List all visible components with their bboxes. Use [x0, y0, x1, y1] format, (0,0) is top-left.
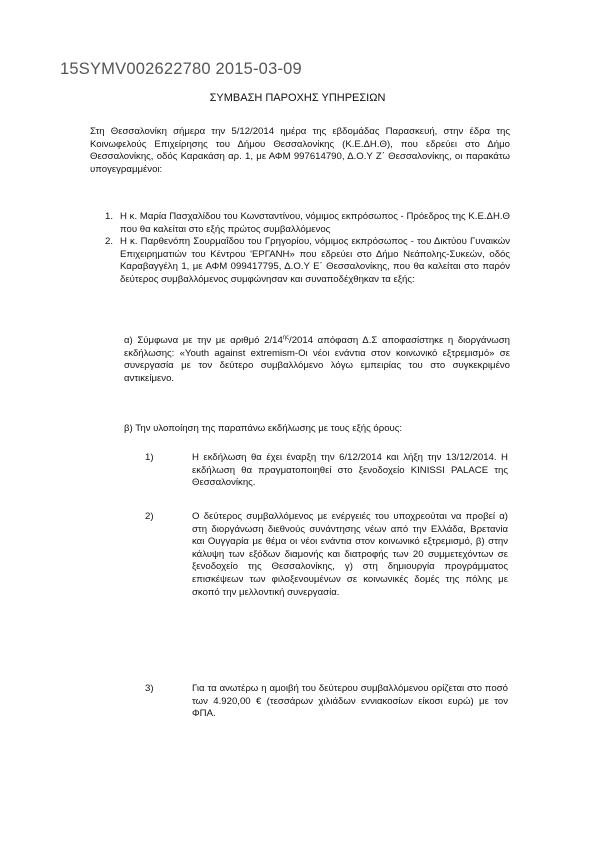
- clause-a-sup: ης: [282, 334, 290, 341]
- term-number: 3): [145, 683, 154, 694]
- clause-b: β) Την υλοποίηση της παραπάνω εκδήλωσης με τους εξής όρους:: [124, 423, 403, 434]
- term-number: 1): [145, 452, 154, 463]
- party-text: Η κ. Παρθενόπη Σουρμαΐδου του Γρηγορίου, νόμιμος εκπρόσωπος - του Δικτύου Γυναικών Επιχειρηματιών του Κέντρου 'ΕΡΓΑΝΗ» που εδρεύει στο Δήμο Νεάπολης-Συκεών, οδός Καραβαγγέλη 1, με ΑΦΜ 099417795, Δ.Ο.Υ Ε΄ Θεσσαλονίκης, που θα καλείται στο παρόν δεύτερος συμβαλλόμενος συμφώνησαν και συναποδέχθηκαν τα εξής:: [120, 236, 510, 285]
- clause-a-post: /2014 απόφαση Δ.Σ αποφασίστηκε η διοργάνωση εκδήλωσης: «Youth against extremism-Οι νέοι ενάντια στον κοινωνικό εξτρεμισμό» σε συνεργασία με τον δεύτερο συμβαλλόμενο λόγω εμπειρίας του στο συγκεκριμένο αντικείμενο.: [124, 335, 510, 384]
- term-text: Ο δεύτερος συμβαλλόμενος με ενέργειές του υποχρεούται να προβεί α) στη διοργάνωση διεθνούς συνάντησης νέων από την Ελλάδα, Βρετανία και Ουγγαρία με θέμα οι νέοι ενάντια στον κοινωνικό εξτρεμισμό, β) στην κάλυψη των εξόδων διαμονής και διατροφής των 20 συμμετεχόντων σε ξενοδοχείο της Θεσσαλονίκης, γ) στη δημιουργία προγράμματος επισκέψεων των φιλοξενουμένων σε κοινωνικές δομές της πόλης με σκοπό την μελλοντική συνεργασία.: [192, 511, 508, 598]
- document-title: ΣΥΜΒΑΣΗ ΠΑΡΟΧΗΣ ΥΠΗΡΕΣΙΩΝ: [209, 92, 386, 104]
- term-number: 2): [145, 511, 154, 522]
- intro-paragraph: Στη Θεσσαλονίκη σήμερα την 5/12/2014 ημέρα της εβδομάδας Παρασκευή, στην έδρα της Κοινωφελούς Επιχείρησης του Δήμου Θεσσαλονίκης (Κ.Ε.ΔΗ.Θ), που εδρεύει στο Δήμο Θεσσαλονίκης, οδός Καρακάση αρ. 1, με ΑΦΜ 997614790, Δ.Ο.Υ Ζ΄ Θεσσαλονίκης, οι παρακάτω υπογεγραμμένοι:: [90, 126, 510, 175]
- term-text: Για τα ανωτέρω η αμοιβή του δεύτερου συμβαλλόμενου ορίζεται στο ποσό των 4.920,00 € (τεσσάρων χιλιάδων εννιακοσίων είκοσι ευρώ) με τον ΦΠΑ.: [192, 683, 508, 720]
- term-text: Η εκδήλωση θα έχει έναρξη την 6/12/2014 και λήξη την 13/12/2014. Η εκδήλωση θα πραγματοποιηθεί στο ξενοδοχείο KINISSI PALACE της Θεσσαλονίκης.: [192, 452, 508, 489]
- clause-a: [124, 335, 510, 385]
- document-stamp: 15SYMV002622780 2015-03-09: [60, 60, 302, 78]
- party-2: [105, 236, 510, 286]
- party-number: 2.: [105, 236, 114, 248]
- party-number: 1.: [105, 211, 114, 222]
- party-1: [105, 211, 510, 236]
- parties-list: [105, 211, 510, 287]
- clause-a-pre: α) Σύμφωνα με την με αριθμό 2/14: [124, 335, 283, 346]
- party-text: Η κ. Μαρία Πασχαλίδου του Κωνσταντίνου, νόμιμος εκπρόσωπος - Πρόεδρος της Κ.Ε.ΔΗ.Θ που θα καλείται στο εξής πρώτος συμβαλλόμενος: [120, 211, 510, 235]
